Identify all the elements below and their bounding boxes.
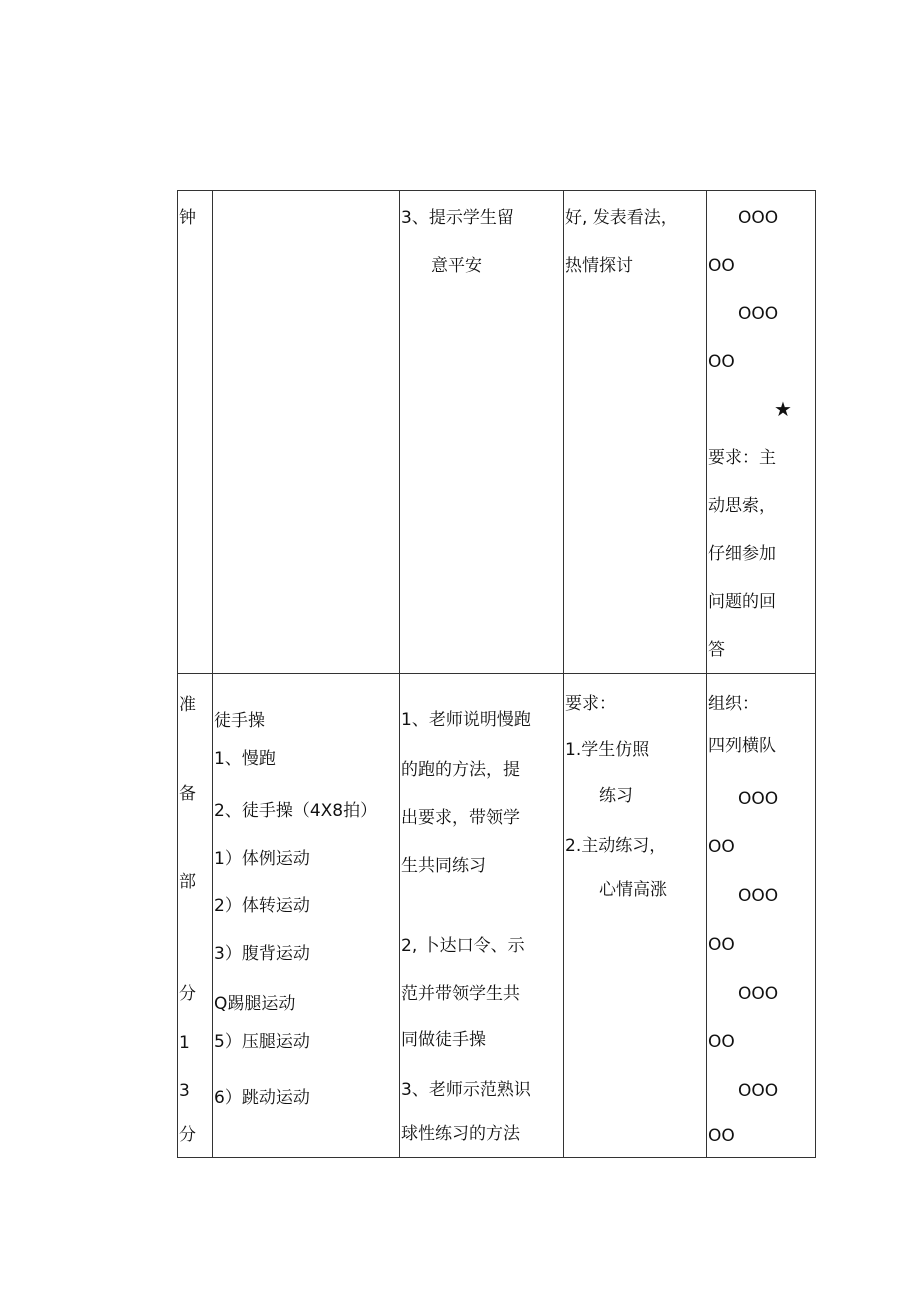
teacher-text-line: 3、提示学生留 [401,208,514,228]
teacher-text-line: 范并带领学生共 [401,984,520,1004]
content-line: 1）体例运动 [214,849,310,869]
section-char: 分 [179,984,196,1004]
teacher-text-line: 意平安 [431,256,482,276]
lesson-plan-table [177,190,816,1158]
formation-row: OO [708,837,735,857]
section-cell [178,674,213,1158]
content-line: 2、徒手操（4X8拍） [214,801,378,821]
table-row [178,191,816,674]
organization-line: 组织： [708,694,759,714]
formation-row: OOO [738,208,779,228]
teacher-star-icon: ★ [774,397,792,421]
formation-row: OOO [738,789,779,809]
formation-row: OO [708,352,735,372]
teacher-text-line: 生共同练习 [401,856,486,876]
student-text-line: 2.主动练习， [565,836,667,856]
organization-cell [707,674,816,1158]
content-line: 3）腹背运动 [214,944,310,964]
formation-row: OO [708,256,735,276]
formation-row: OOO [738,1081,779,1101]
section-label: 钟 [179,208,196,228]
teacher-text-line: 同做徒手操 [401,1030,486,1050]
content-line: 1、慢跑 [214,749,276,769]
section-char: 分 [179,1125,196,1145]
student-text-line: 练习 [599,786,633,806]
table-row [178,674,816,1158]
teacher-text-line: 3、老师示范熟识 [401,1080,531,1100]
content-cell [213,674,400,1158]
formation-row: OO [708,1032,735,1052]
organization-cell [707,191,816,674]
student-text-line: 热情探讨 [565,256,633,276]
content-cell [213,191,400,674]
teacher-text-line: 球性练习的方法 [401,1124,520,1144]
formation-row: OOO [738,304,779,324]
requirement-line: 仔细参加 [708,544,776,564]
formation-row: OOO [738,984,779,1004]
teacher-activity-cell [400,191,564,674]
requirement-line: 要求：主 [708,448,776,468]
content-line: 6）跳动运动 [214,1088,310,1108]
teacher-text-line: 2, 卜达口令、示 [401,936,525,956]
student-text-line: 好, 发表看法， [565,208,678,228]
formation-row: OO [708,935,735,955]
student-text-line: 心情高涨 [599,880,667,900]
requirement-line: 动思索， [708,496,776,516]
student-activity-cell [564,674,707,1158]
student-activity-cell [564,191,707,674]
section-cell [178,191,213,674]
formation-row: OO [708,1126,735,1146]
content-line: 徒手操 [214,711,265,731]
organization-line: 四列横队 [708,736,776,756]
section-char: 3 [179,1081,190,1101]
content-line: 2）体转运动 [214,896,310,916]
section-char: 1 [179,1033,190,1053]
requirement-line: 问题的回 [708,592,776,612]
teacher-text-line: 出要求，带领学 [401,808,520,828]
section-char: 部 [179,872,196,892]
student-text-line: 要求： [565,694,616,714]
content-line: 5）压腿运动 [214,1032,310,1052]
student-text-line: 1.学生仿照 [565,740,650,760]
section-char: 备 [179,784,196,804]
formation-row: OOO [738,886,779,906]
teacher-text-line: 1、老师说明慢跑 [401,710,531,730]
requirement-line: 答 [708,640,725,660]
content-line: Q踢腿运动 [214,994,296,1014]
teacher-text-line: 的跑的方法，提 [401,760,520,780]
teacher-activity-cell [400,674,564,1158]
section-char: 准 [179,695,196,715]
